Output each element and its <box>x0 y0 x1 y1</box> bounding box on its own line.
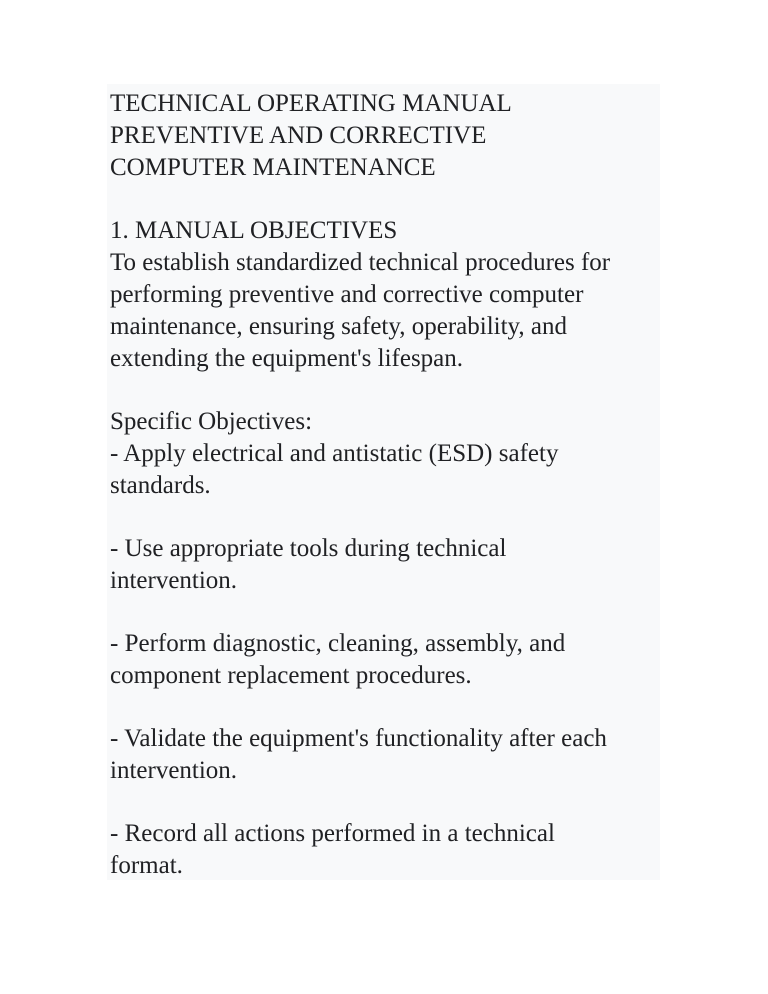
list-item-line: standards. <box>110 472 211 499</box>
list-item <box>110 438 660 502</box>
spacer <box>110 597 660 628</box>
title-line-3: COMPUTER MAINTENANCE <box>110 154 436 181</box>
list-item <box>110 533 660 597</box>
spacer <box>110 184 660 215</box>
spacer <box>110 692 660 723</box>
objective-paragraph-line: performing preventive and corrective computer <box>110 281 584 308</box>
objective-paragraph-line: maintenance, ensuring safety, operability, and <box>110 313 568 340</box>
list-item-line: - Use appropriate tools during technical <box>110 535 507 562</box>
list-item-line: intervention. <box>110 757 238 784</box>
spacer <box>110 375 660 406</box>
title-line-2: PREVENTIVE AND CORRECTIVE <box>110 122 487 149</box>
spacer <box>110 787 660 818</box>
list-item-line: format. <box>110 852 183 879</box>
list-item-line: - Validate the equipment's functionality after each <box>110 725 607 752</box>
title-line-1: TECHNICAL OPERATING MANUAL <box>110 90 512 117</box>
list-item-line: - Perform diagnostic, cleaning, assembly, and <box>110 630 566 657</box>
list-item <box>110 628 660 692</box>
objective-paragraph-line: To establish standardized technical procedures for <box>110 249 611 276</box>
section-heading: 1. MANUAL OBJECTIVES <box>110 217 398 244</box>
list-item <box>110 723 660 787</box>
spacer <box>110 502 660 533</box>
document-text-block <box>107 84 660 880</box>
specific-objectives-heading: Specific Objectives: <box>110 408 313 435</box>
list-item-line: component replacement procedures. <box>110 662 472 689</box>
list-item <box>110 818 660 880</box>
objective-paragraph-line: extending the equipment's lifespan. <box>110 345 464 372</box>
list-item-line: intervention. <box>110 567 238 594</box>
list-item-line: - Apply electrical and antistatic (ESD) safety <box>110 440 559 467</box>
list-item-line: - Record all actions performed in a technical <box>110 820 555 847</box>
